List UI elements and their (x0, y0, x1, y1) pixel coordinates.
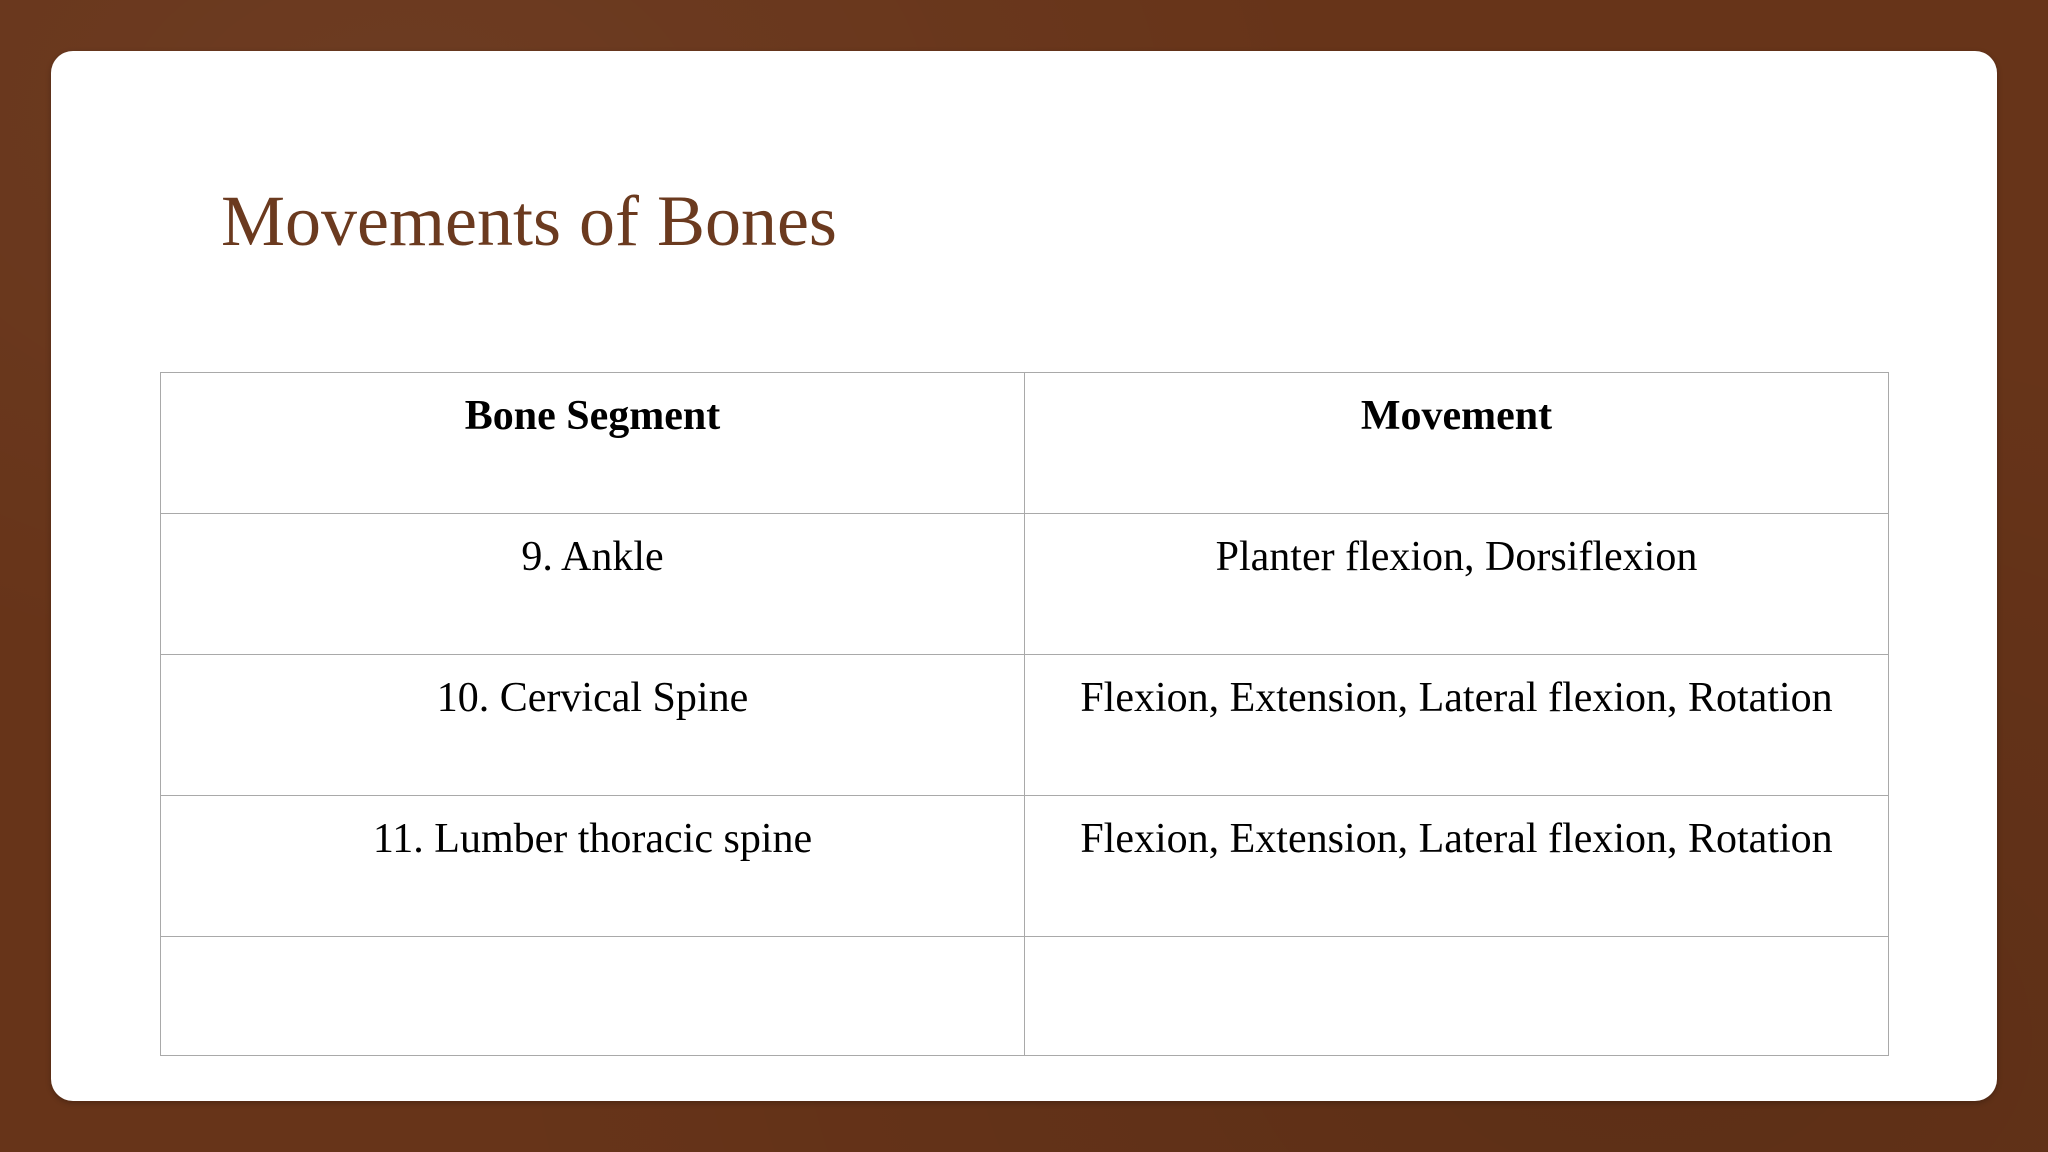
bone-segment-cell: 9. Ankle (161, 514, 1025, 655)
table-row (161, 937, 1889, 1056)
movement-cell: Planter flexion, Dorsiflexion (1025, 514, 1889, 655)
slide-title: Movements of Bones (221, 181, 837, 261)
table-row (161, 655, 1889, 796)
header-movement: Movement (1025, 373, 1889, 514)
header-bone-segment: Bone Segment (161, 373, 1025, 514)
bone-movements-table (160, 372, 1889, 1056)
movement-cell: Flexion, Extension, Lateral flexion, Rotation (1025, 796, 1889, 937)
movement-cell (1025, 937, 1889, 1056)
table-row (161, 514, 1889, 655)
movement-cell: Flexion, Extension, Lateral flexion, Rotation (1025, 655, 1889, 796)
table-header-row (161, 373, 1889, 514)
table-row (161, 796, 1889, 937)
bone-segment-cell: 10. Cervical Spine (161, 655, 1025, 796)
bone-segment-cell (161, 937, 1025, 1056)
bone-segment-cell: 11. Lumber thoracic spine (161, 796, 1025, 937)
